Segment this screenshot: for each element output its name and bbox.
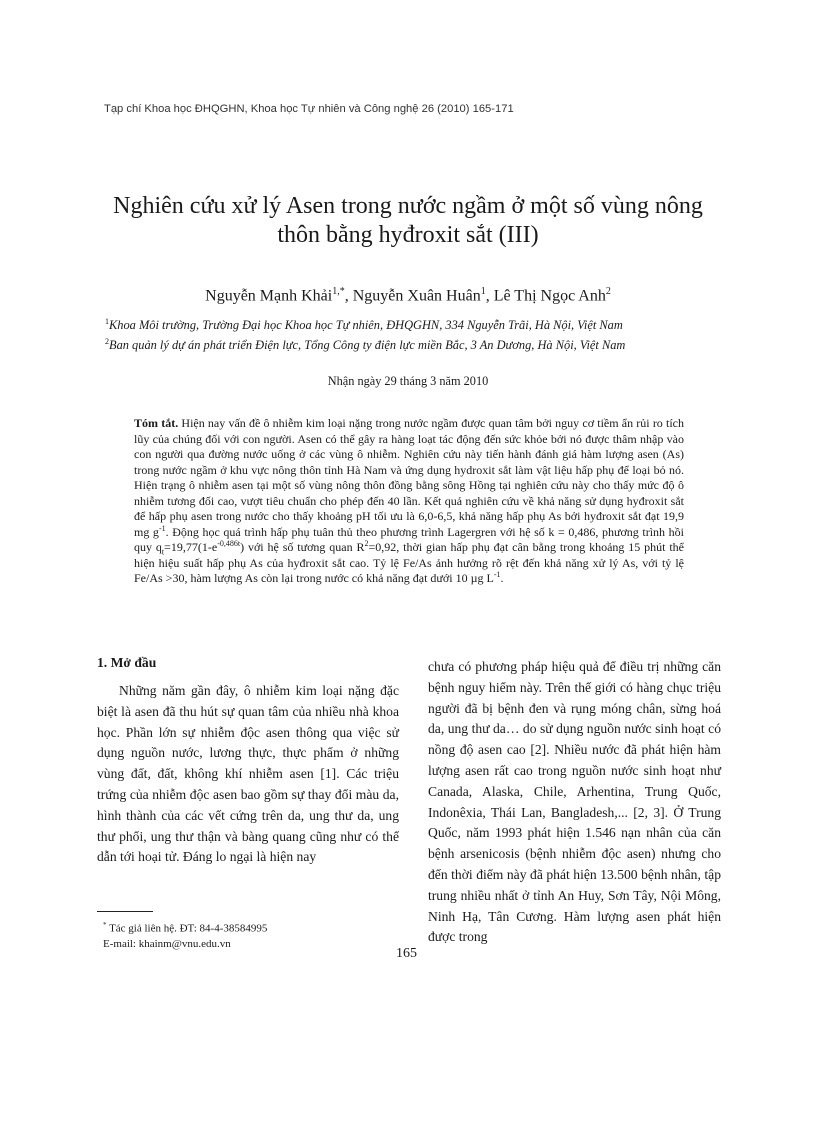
body-paragraph: Những năm gần đây, ô nhiễm kim loại nặng đặc biệt là asen đã thu hút sự quan tâm của nhiều nhà khoa học. Phần lớn sự nhiễm độc asen thông qua việc sử dụng nguồn nước, lương thực, thực phẩm ở những vùng đất, đất, không khí nhiễm asen [1]. Các triệu trứng của nhiễm độc asen bao gồm sự thay đổi màu da, hình thành của các vết cứng trên da, ung thư da, ung thư phổi, ung thư thận và bàng quang cũng như có thể dẫn tới hoại tử. Đáng lo ngại là hiện nay <box>97 683 399 865</box>
page-number: 165 <box>396 946 417 961</box>
author-2: , Nguyễn Xuân Huân <box>344 287 481 305</box>
footnote <box>103 918 267 953</box>
abstract-sup: -1 <box>493 570 501 579</box>
footnote-divider <box>97 911 153 912</box>
affiliation-2-text: Ban quản lý dự án phát triển Điện lực, Tổng Công ty điện lực miền Bắc, 3 An Dương, Hà Nội, Việt Nam <box>109 338 626 353</box>
affiliation-2-number: 2 <box>105 337 109 346</box>
abstract-sup: -1 <box>158 523 166 533</box>
affiliation-2 <box>105 337 735 353</box>
received-date: Nhận ngày 29 tháng 3 năm 2010 <box>327 374 489 388</box>
abstract-text: . Động học quá trình hấp phụ tuân thủ theo phương trình Lagergren với hệ số k = 0,486, phương trình hồi quy q <box>134 524 684 554</box>
abstract-text: =19,77(1-e <box>164 540 218 554</box>
footnote-contact: Tác giả liên hệ. ĐT: 84-4-38584995 <box>109 922 268 935</box>
body-column-left <box>97 681 399 868</box>
abstract-text: Hiện nay vấn đề ô nhiễm kim loại nặng trong nước ngầm được quan tâm bởi nguy cơ tiềm ẩn rủi ro tích lũy của chúng đối với con người. Asen có thể gây ra hàng loạt tác động đến sức khỏe bởi nó được thâm nhập vào con người qua đường nước uống ở các vùng ô nhiễm. Nghiên cứu này tiến hành đánh giá hàm lượng asen (As) trong nước ngầm ở khu vực nông thôn tỉnh Hà Nam và ứng dụng hydroxit sắt làm vật liệu hấp phụ để loại bỏ nó. Hiện trạng ô nhiễm asen tại một số vùng nông thôn đồng bằng sông Hồng tại nghiên cứu này cho thấy mức độ ô nhiễm tương đối cao, vượt tiêu chuẩn cho phép đến 40 lần. Kết quả nghiên cứu về khả năng sử dụng hyđroxit sắt để hấp phụ asen trong nước cho thấy khoảng pH tối ưu là 6,0-6,5, khả năng hấp phụ As bởi hyđroxit sắt đạt 19,9 mg g <box>134 416 685 539</box>
title-line-2: thôn bằng hyđroxit sắt (III) <box>277 222 539 248</box>
author-1-affil: 1,* <box>332 286 345 297</box>
author-2-affil: 1 <box>480 286 486 297</box>
abstract-sup: 2 <box>364 539 369 548</box>
body-column-right <box>428 657 721 948</box>
footnote-mark: * <box>103 921 107 929</box>
title-line-1: Nghiên cứu xử lý Asen trong nước ngầm ở một số vùng nông <box>113 193 703 219</box>
abstract-text: ) với hệ số tương quan R <box>240 540 365 554</box>
paper-title <box>60 192 756 250</box>
author-1: Nguyễn Mạnh Khải <box>205 287 333 305</box>
affiliation-1-number: 1 <box>105 317 109 326</box>
author-3-affil: 2 <box>605 286 611 297</box>
abstract-text: =0,92, thời gian hấp phụ đạt cân bằng trong khoảng 15 phút thể hiện hiệu suất hấp phụ As của hyđroxit sắt cao. Tỷ lệ Fe/As ảnh hưởng rõ rệt đến khả năng xử lý As, với tỷ lệ Fe/As >30, hàm lượng As còn lại trong nước có khả năng đạt dưới 10 µg L <box>134 540 684 585</box>
section-heading: 1. Mở đầu <box>97 655 157 670</box>
abstract-sub: t <box>161 547 165 557</box>
abstract-label: Tóm tắt. <box>134 416 179 430</box>
body-paragraph: chưa có phương pháp hiệu quả để điều trị những căn bệnh nguy hiểm này. Trên thế giới có hàng chục triệu người đã bị bệnh đen và rụng móng chân, sừng hoá da, ung thư da… do sử dụng nguồn nước sinh hoạt có nồng độ asen cao [2]. Nhiều nước đã phát hiện hàm lượng asen rất cao trong nguồn nước sinh hoạt như Canada, Alaska, Chile, Arhentina, Trung Quốc, Indonêxia, Thái Lan, Bangladesh,... [2, 3]. Ở Trung Quốc, năm 1993 phát hiện 1.546 nạn nhân của căn bệnh arsenicosis (bệnh nhiễm độc asen) nhưng cho đến thời điểm này đã phát hiện 13.500 bệnh nhân, tập trung nhiều nhất ở tỉnh An Huy, Sơn Tây, Nội Mông, Ninh Hạ, Tân Cương. Hàm lượng asen phát hiện được trong <box>428 659 721 945</box>
author-3: , Lê Thị Ngọc Anh <box>485 287 606 305</box>
affiliation-1 <box>105 317 735 333</box>
abstract-text: . <box>500 571 504 585</box>
abstract <box>134 416 684 587</box>
footnote-email: E-mail: khainm@vnu.edu.vn <box>103 938 231 951</box>
journal-header: Tạp chí Khoa học ĐHQGHN, Khoa học Tự nhiên và Công nghệ 26 (2010) 165-171 <box>104 103 514 115</box>
abstract-sup: -0,486t <box>217 539 241 548</box>
author-list <box>60 286 756 305</box>
affiliation-1-text: Khoa Môi trường, Trường Đại học Khoa học Tự nhiên, ĐHQGHN, 334 Nguyễn Trãi, Hà Nội, Việt Nam <box>109 318 623 333</box>
